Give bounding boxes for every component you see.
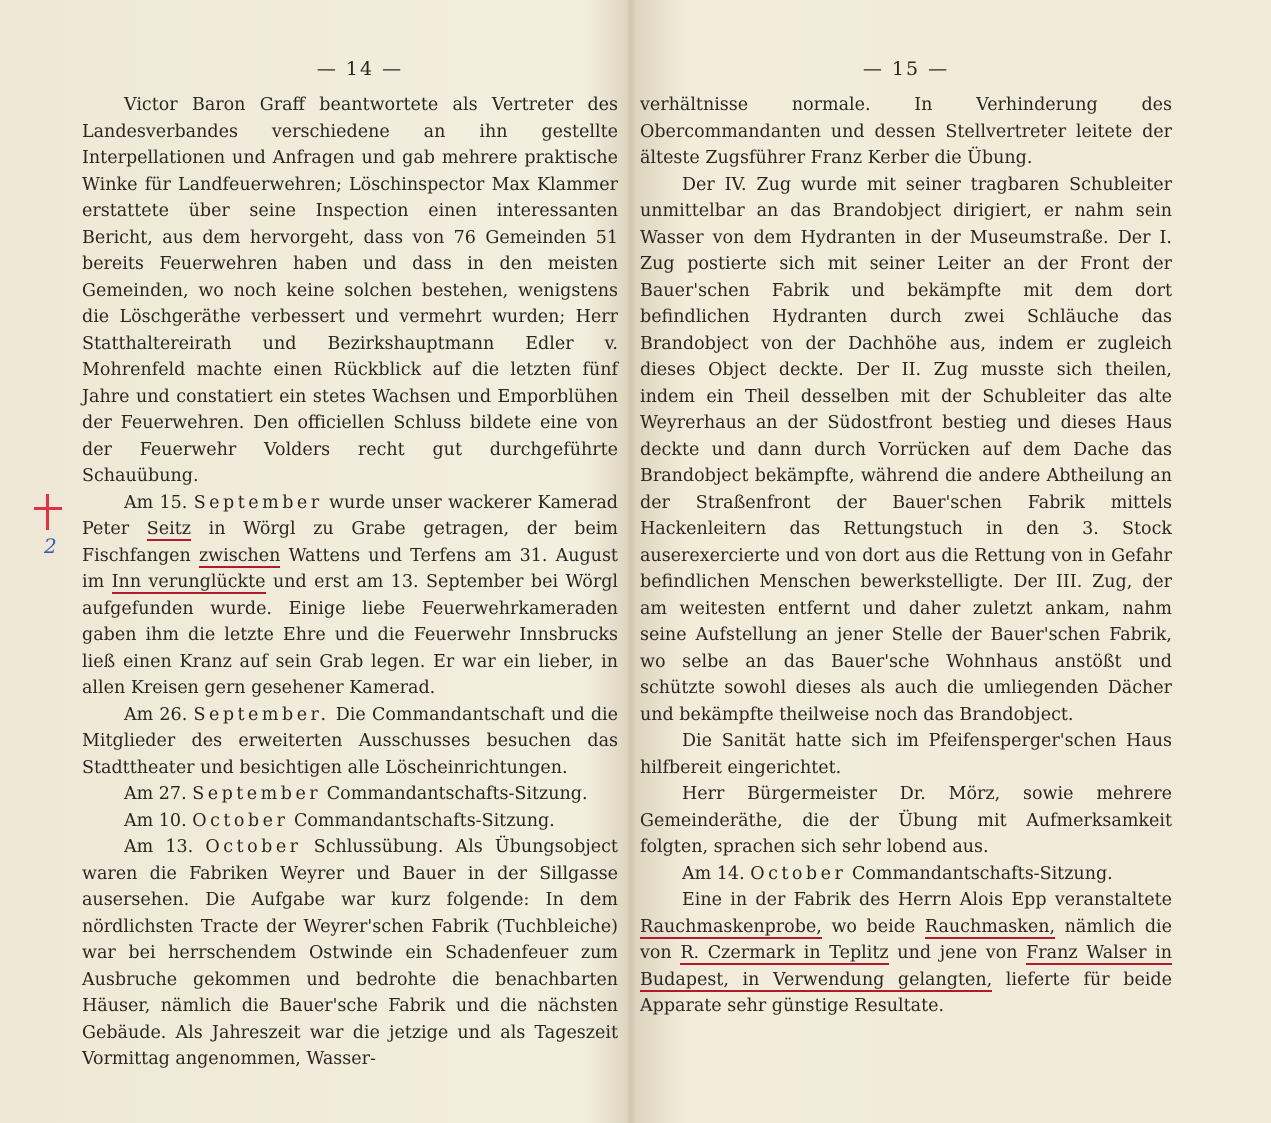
underlined-text: Rauchmasken, <box>924 916 1056 937</box>
text-run: nämlich die von <box>640 916 1172 963</box>
date-month: September <box>192 784 322 804</box>
paragraph <box>82 490 618 702</box>
date-day: Am 14. <box>682 863 745 884</box>
text-run: Die Commandantschaft und die Mitglieder des erweiterten Ausschusses besuchen das Stadttheater und besichtigen alle Löscheinrichtungen. <box>82 704 618 778</box>
page-text <box>640 92 1172 1020</box>
text-run: in Wörgl zu Grabe getragen, der beim Fischfangen <box>82 519 618 566</box>
paragraph <box>640 861 1172 888</box>
paragraph <box>82 808 618 835</box>
underlined-text: R. Czermark in Teplitz <box>680 943 889 963</box>
date-day: Am 13. <box>124 837 194 857</box>
text-run: Commandantschafts-Sitzung. <box>326 784 588 804</box>
underlined-text: zwischen <box>198 545 281 566</box>
underlined-text: Rauchmaskenprobe, <box>640 916 822 937</box>
date-day: Am 26. <box>124 704 188 725</box>
page-number: — 14 — <box>316 58 404 80</box>
paragraph <box>82 834 618 1073</box>
date-month: September <box>193 492 323 513</box>
text-run: lieferte für beide Apparate sehr günstige Resultate. <box>640 969 1172 1016</box>
date-month: October <box>205 837 302 857</box>
text-run: wo beide <box>831 916 916 937</box>
date-day: Am 10. <box>124 810 187 831</box>
date-month: October <box>192 810 289 831</box>
text-run: Commandantschafts-Sitzung. <box>851 863 1113 884</box>
underlined-name: Seitz <box>146 519 191 539</box>
paragraph <box>82 781 618 808</box>
paragraph: verhältnisse normale. In Verhinderung des Obercommandanten und dessen Stellvertreter leitete der älteste Zugsführer Franz Kerber die Übung. <box>640 95 1172 168</box>
text-run: Wattens und Terfens am 31. August im <box>82 545 618 592</box>
text-run: wurde unser wackerer Kamerad Peter <box>82 492 618 539</box>
date-day: Am 15. <box>124 492 188 513</box>
red-cross-mark <box>34 494 62 530</box>
text-run: Commandantschafts-Sitzung. <box>293 810 555 831</box>
page-text <box>82 92 618 1073</box>
blue-number-mark: 2 <box>44 534 57 558</box>
underlined-text: Inn verunglückte <box>111 572 266 592</box>
text-run: Schlussübung. Als Übungsobject waren die Fabriken Weyrer und Bauer in der Sillgasse ausersehen. Die Aufgabe war kurz folgende: In dem nördlichsten Tracte der Weyrer'schen Fabrik (Tuchbleiche) war bei herrschendem Ostwinde ein Schadenfeuer zum Ausbruche gekommen und bedrohte die benachbarten Häuser, nämlich die Bauer'sche Fabrik und die nächsten Gebäude. Als Jahreszeit war die jetzige und als Tageszeit Vormittag angenommen, Wasser- <box>82 837 618 1069</box>
text-run: und erst am 13. September bei Wörgl aufgefunden wurde. Einige liebe Feuerwehrkameraden gaben ihm die letzte Ehre und die Feuerwehr Innsbrucks ließ einen Kranz auf sein Grab legen. Er war ein lieber, in allen Kreisen gern gesehener Kamerad. <box>82 572 618 698</box>
page-right <box>640 58 1172 1123</box>
date-day: Am 27. <box>124 784 187 804</box>
page-left <box>82 58 618 1123</box>
text-run: und jene von <box>897 943 1018 963</box>
page-number: — 15 — <box>862 58 950 80</box>
paragraph: Die Sanität hatte sich im Pfeifensperger'schen Haus hilfbereit eingerichtet. <box>640 731 1172 778</box>
date-month: October <box>750 863 847 884</box>
paragraph: Victor Baron Graff beantwortete als Vertreter des Landesverbandes verschiedene an ihn gestellte Interpellationen und Anfragen und gab mehrere praktische Winke für Landfeuerwehren; Löschinspector Max Klammer erstattete über seine Inspection einen interessanten Bericht, aus dem hervorgeht, dass von 76 Gemeinden 51 bereits Feuerwehren haben und dass in den meisten Gemeinden, wo noch keine solchen bestehen, wenigstens die Löschgeräthe verbessert und vermehrt wurden; Herr Statthaltereirath und Bezirkshauptmann Edler v. Mohrenfeld machte einen Rückblick auf die letzten fünf Jahre und constatiert ein stetes Wachsen und Emporblühen der Feuerwehren. Den officiellen Schluss bildete eine von der Feuerwehr Volders recht gut durchgeführte Schauübung. <box>82 95 618 486</box>
text-run: Eine in der Fabrik des Herrn Alois Epp veranstaltete <box>682 890 1172 910</box>
underlined-text: Franz Walser in Budapest, in Verwendung gelangten, <box>640 943 1172 990</box>
paragraph <box>82 702 618 782</box>
date-month: September. <box>193 704 330 725</box>
paragraph: Der IV. Zug wurde mit seiner tragbaren Schubleiter unmittelbar an das Brandobject dirigiert, er nahm sein Wasser von dem Hydranten in der Museumstraße. Der I. Zug postierte sich mit seiner Leiter an der Front der Bauer'schen Fabrik und bekämpfte mit dem dort befindlichen Hydranten durch zwei Schläuche das Brandobject von der Dachhöhe aus, indem er zugleich dieses Object deckte. Der II. Zug musste sich theilen, indem ein Theil desselben mit der Schubleiter das alte Weyrerhaus an der Südostfront bestieg und dieses Haus deckte und dann durch Vorrücken auf dem Dache das Brandobject bekämpfte, während die andere Abtheilung an der Straßenfront der Bauer'schen Fabrik mittels Hackenleitern das Rettungstuch in den 3. Stock auserexercierte und von dort aus die Rettung von in Gefahr befindlichen Menschen bewerkstelligte. Der III. Zug, der am weitesten entfernt und daher zuletzt ankam, nahm seine Aufstellung an jener Stelle der Bauer'schen Fabrik, wo selbe an das Bauer'sche Wohnhaus anstößt und schützte sowohl dieses als auch die umliegenden Dächer und bekämpfte theilweise noch das Brandobject. <box>640 174 1172 725</box>
paragraph <box>640 887 1172 1020</box>
paragraph: Herr Bürgermeister Dr. Mörz, sowie mehrere Gemeinderäthe, die der Übung mit Aufmerksamkeit folgten, sprachen sich sehr lobend aus. <box>640 784 1172 857</box>
